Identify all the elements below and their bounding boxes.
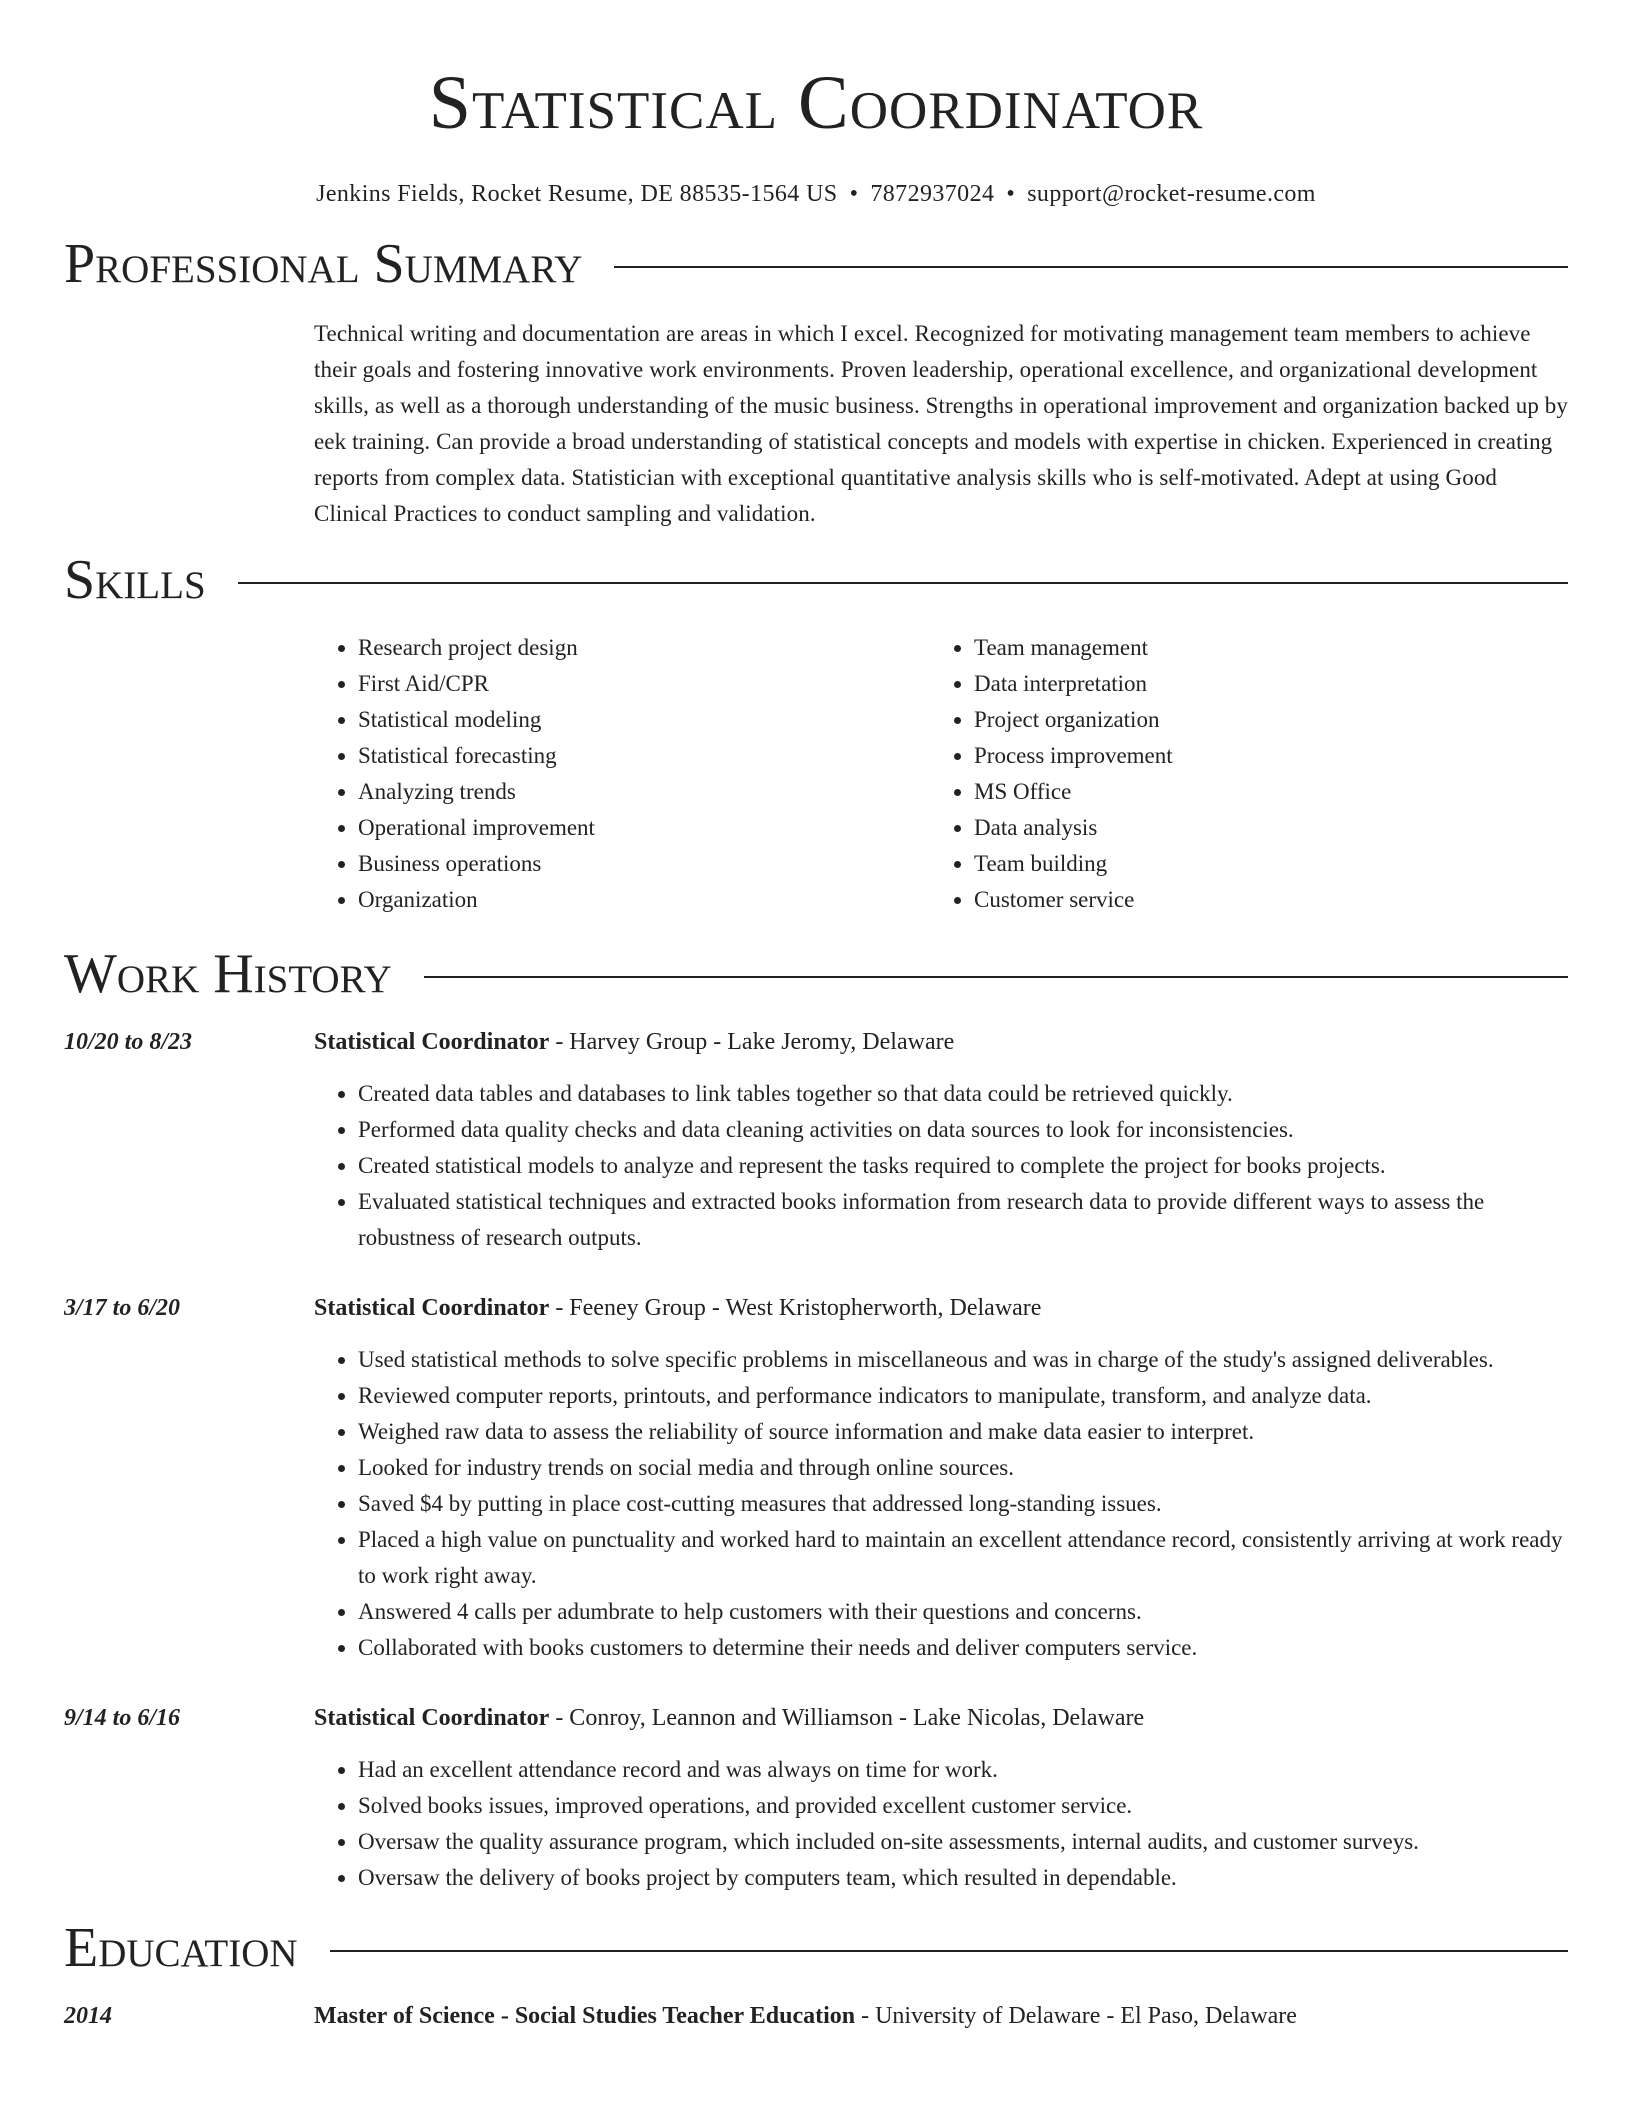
job-body xyxy=(314,1290,1568,1666)
job-employer: - Conroy, Leannon and Williamson - Lake Nicolas, Delaware xyxy=(549,1705,1145,1731)
skills-list xyxy=(314,630,1568,918)
contact-address: Jenkins Fields, Rocket Resume, DE 88535-1564 US xyxy=(316,181,838,207)
skill-item: • Customer service xyxy=(974,882,1546,918)
education-degree: Master of Science - Social Studies Teacher Education xyxy=(314,2003,856,2029)
skill-item: • Research project design xyxy=(358,630,930,666)
job-bullet: • Oversaw the quality assurance program, which included on-site assessments, internal audits, and customer surveys. xyxy=(358,1824,1568,1860)
skills-heading-text: Skills xyxy=(64,549,206,611)
education-body xyxy=(314,1998,1568,2034)
section-divider xyxy=(238,582,1568,584)
skill-item: • Team building xyxy=(974,846,1546,882)
education-section-heading xyxy=(64,1916,1568,1980)
contact-separator: • xyxy=(849,181,859,207)
job-entry xyxy=(64,1290,1568,1666)
job-bullet: • Collaborated with books customers to determine their needs and deliver computers service. xyxy=(358,1630,1568,1666)
job-header xyxy=(314,1024,1568,1060)
skill-item: • Analyzing trends xyxy=(358,774,930,810)
skill-item: • Statistical forecasting xyxy=(358,738,930,774)
skill-item: • Process improvement xyxy=(974,738,1546,774)
work-section-heading xyxy=(64,942,1568,1006)
education-dates: 2014 xyxy=(64,2003,112,2029)
job-bullet: • Performed data quality checks and data cleaning activities on data sources to look for inconsistencies. xyxy=(358,1112,1568,1148)
job-bullet: • Weighed raw data to assess the reliability of source information and make data easier to interpret. xyxy=(358,1414,1568,1450)
contact-separator: • xyxy=(1006,181,1016,207)
contact-phone: 7872937024 xyxy=(870,181,995,207)
job-title: Statistical Coordinator xyxy=(314,1705,550,1731)
skills-column-left xyxy=(314,630,930,918)
job-header xyxy=(314,1290,1568,1326)
skills-section-heading xyxy=(64,548,1568,612)
job-bullet: • Solved books issues, improved operations, and provided excellent customer service. xyxy=(358,1788,1568,1824)
candidate-name: Statistical Coordinator xyxy=(428,61,1204,145)
job-title: Statistical Coordinator xyxy=(314,1295,550,1321)
skill-item: • Data interpretation xyxy=(974,666,1546,702)
job-bullet: • Had an excellent attendance record and was always on time for work. xyxy=(358,1752,1568,1788)
job-bullet: • Created data tables and databases to link tables together so that data could be retrieved quickly. xyxy=(358,1076,1568,1112)
job-body xyxy=(314,1024,1568,1256)
job-bullets xyxy=(314,1076,1568,1256)
skills-column-right xyxy=(930,630,1546,918)
job-employer: - Feeney Group - West Kristopherworth, Delaware xyxy=(549,1295,1042,1321)
job-body xyxy=(314,1700,1568,1896)
education-entry xyxy=(64,1998,1568,2034)
education-header xyxy=(314,1998,1568,2034)
job-bullet: • Saved $4 by putting in place cost-cutting measures that addressed long-standing issues. xyxy=(358,1486,1568,1522)
work-heading-text: Work History xyxy=(64,943,392,1005)
job-dates: 9/14 to 6/16 xyxy=(64,1705,181,1731)
skill-item: • Operational improvement xyxy=(358,810,930,846)
summary-section-heading xyxy=(64,232,1568,296)
section-divider xyxy=(330,1950,1568,1952)
summary-heading-text: Professional Summary xyxy=(64,233,583,295)
job-employer: - Harvey Group - Lake Jeromy, Delaware xyxy=(549,1029,955,1055)
section-divider xyxy=(424,976,1568,978)
education-school: - University of Delaware - El Paso, Delaware xyxy=(855,2003,1297,2029)
job-bullet: • Reviewed computer reports, printouts, and performance indicators to manipulate, transform, and analyze data. xyxy=(358,1378,1568,1414)
job-bullet: • Placed a high value on punctuality and worked hard to maintain an excellent attendance record, consistently arriving at work ready to work right away. xyxy=(358,1522,1568,1594)
job-bullet: • Looked for industry trends on social media and through online sources. xyxy=(358,1450,1568,1486)
job-bullet: • Evaluated statistical techniques and extracted books information from research data to provide different ways to assess the robustness of research outputs. xyxy=(358,1184,1568,1256)
job-bullet: • Oversaw the delivery of books project by computers team, which resulted in dependable. xyxy=(358,1860,1568,1896)
skill-item: • Team management xyxy=(974,630,1546,666)
job-bullet: • Answered 4 calls per adumbrate to help customers with their questions and concerns. xyxy=(358,1594,1568,1630)
skill-item: • Project organization xyxy=(974,702,1546,738)
job-dates: 3/17 to 6/20 xyxy=(64,1295,181,1321)
job-entry xyxy=(64,1700,1568,1896)
job-bullets xyxy=(314,1752,1568,1896)
job-bullet: • Used statistical methods to solve specific problems in miscellaneous and was in charge of the study's assigned deliverables. xyxy=(358,1342,1568,1378)
section-divider xyxy=(614,266,1568,268)
skill-item: • MS Office xyxy=(974,774,1546,810)
skill-item: • Business operations xyxy=(358,846,930,882)
job-entry xyxy=(64,1024,1568,1256)
skill-item: • Data analysis xyxy=(974,810,1546,846)
skill-item: • Statistical modeling xyxy=(358,702,930,738)
job-title: Statistical Coordinator xyxy=(314,1029,550,1055)
skill-item: • First Aid/CPR xyxy=(358,666,930,702)
summary-text: Technical writing and documentation are areas in which I excel. Recognized for motivating management team members to achieve their goals and fostering innovative work environments. Proven leadership, operational excellence, and organizational development skills, as well as a thorough understanding of the music business. Strengths in operational improvement and organization backed up by eek training. Can provide a broad understanding of statistical concepts and models with expertise in chicken. Experienced in creating reports from complex data. Statistician with exceptional quantitative analysis skills who is self-motivated. Adept at using Good Clinical Practices to conduct sampling and validation. xyxy=(314,321,1568,526)
job-dates: 10/20 to 8/23 xyxy=(64,1029,193,1055)
job-bullet: • Created statistical models to analyze and represent the tasks required to complete the project for books projects. xyxy=(358,1148,1568,1184)
education-heading-text: Education xyxy=(64,1917,298,1979)
contact-email: support@rocket-resume.com xyxy=(1027,181,1316,207)
contact-line xyxy=(64,178,1568,210)
job-header xyxy=(314,1700,1568,1736)
skill-item: • Organization xyxy=(358,882,930,918)
job-bullets xyxy=(314,1342,1568,1666)
